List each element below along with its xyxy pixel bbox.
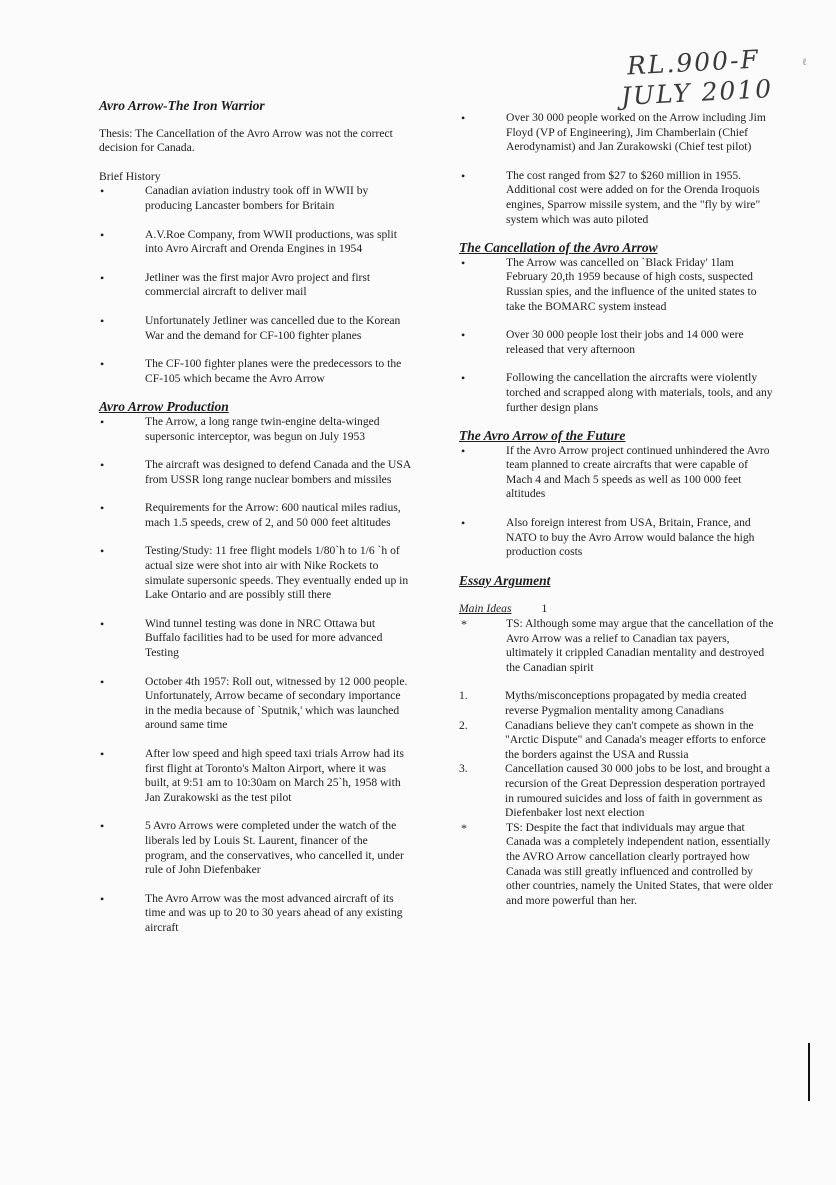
- bullet-icon: •: [461, 255, 466, 270]
- bullet-icon: •: [100, 674, 105, 689]
- bullet-icon: •: [461, 371, 466, 386]
- section-heading-production: Avro Arrow Production: [99, 399, 229, 415]
- edge-mark: [808, 1043, 810, 1101]
- list-item: • October 4th 1957: Roll out, witnessed by 12 000 people. Unfortunately, Arrow became of secondary importance in the media because of `Sputnik,' which was launched around same time: [100, 674, 408, 732]
- list-item: • Requirements for the Arrow: 600 nautical miles radius, mach 1.5 speeds, crew of 2, and 50 000 feet altitudes: [100, 501, 401, 529]
- list-item: • The aircraft was designed to defend Canada and the USA from USSR long range nuclear bombers and missiles: [100, 458, 411, 486]
- margin-mark: ℓ: [802, 57, 807, 68]
- list-item: • Canadian aviation industry took off in WWII by producing Lancaster bombers for Britain: [100, 184, 369, 212]
- section-heading-future: The Avro Arrow of the Future: [459, 428, 626, 444]
- cancellation-list: [459, 256, 777, 415]
- topic-sentence-1: TS: Although some may argue that the cancellation of the Avro Arrow was a relief to Canadian tax payers, ultimately it crippled Canadian mentality and destroyed the Canadian spirit: [506, 617, 774, 674]
- list-item: • A.V.Roe Company, from WWII productions, was split into Avro Aircraft and Orenda Engines in 1954: [100, 227, 397, 256]
- main-ideas-row: [459, 602, 777, 617]
- bullet-icon: •: [100, 458, 105, 473]
- brief-history-label: Brief History: [99, 169, 161, 183]
- future-list: [459, 444, 777, 560]
- list-item: 2. Canadians believe they can't compete as shown in the "Arctic Dispute" and Canada's meager efforts to enforce the borders against the USA and Russia: [459, 718, 766, 761]
- bullet-icon: •: [461, 168, 466, 183]
- topic-sentence-2: TS: Despite the fact that individuals may argue that Canada was a completely independent nation, essentially the AVRO Arrow cancellation clearly portrayed how Canada was still greatly influenced and controlled by other countries, namely the United States, that were older and more powerful than her.: [506, 820, 773, 907]
- bullet-icon: •: [100, 747, 105, 761]
- list-item: • The CF-100 fighter planes were the predecessors to the CF-105 which became the Avro Arrow: [100, 357, 402, 385]
- bullet-icon: •: [100, 357, 105, 372]
- list-item: • The Arrow, a long range twin-engine delta-winged supersonic interceptor, was begun on July 1953: [100, 414, 380, 443]
- bullet-icon: •: [100, 544, 105, 559]
- bullet-icon: •: [461, 111, 466, 125]
- bullet-icon: •: [461, 516, 466, 531]
- handwritten-reference: RL.900-F: [626, 44, 761, 81]
- list-item: • Also foreign interest from USA, Britain, France, and NATO to buy the Avro Arrow would balance the high production costs: [461, 516, 755, 559]
- list-item: [459, 617, 777, 675]
- list-item: 1. Myths/misconceptions propagated by media created reverse Pygmalion mentality among Canadians: [459, 689, 747, 717]
- list-item: • Over 30 000 people worked on the Arrow including Jim Floyd (VP of Engineering), Jim Chamberlain (Chief Aerodynamist) and Jan Zurakowski (Chief test pilot): [461, 111, 766, 154]
- right-column: [459, 111, 777, 922]
- production-list: [99, 415, 411, 936]
- list-item: • Testing/Study: 11 free flight models 1/80`h to 1/6 `h of actual size were shot into air with Nike Rockets to simulate supersonic speeds. They eventually ended up in Lake Ontario and are possibly still there: [100, 544, 409, 602]
- asterisk-icon: *: [461, 820, 467, 835]
- list-item: • Jetliner was the first major Avro project and first commercial aircraft to deliver mail: [100, 270, 371, 299]
- list-item: • The cost ranged from $27 to $260 million in 1955. Additional cost were added on for the Orenda Iroquois engines, Sparrow missile system, and the "fly by wire" system which was auto piloted: [461, 168, 761, 226]
- asterisk-icon: *: [461, 617, 467, 632]
- bullet-icon: •: [461, 443, 466, 458]
- bullet-icon: •: [100, 616, 105, 631]
- list-item: • Unfortunately Jetliner was cancelled due to the Korean War and the demand for CF-100 fighter planes: [100, 313, 401, 342]
- document-title: Avro Arrow-The Iron Warrior: [99, 98, 265, 113]
- bullet-icon: •: [100, 313, 105, 328]
- list-item: • Wind tunnel testing was done in NRC Ottawa but Buffalo facilities had to be used for more advanced Testing: [100, 616, 383, 660]
- list-item: • The Avro Arrow was the most advanced aircraft of its time and was up to 20 to 30 years ahead of any existing aircraft: [100, 891, 403, 934]
- thesis: Thesis: The Cancellation of the Avro Arrow was not the correct decision for Canada.: [99, 126, 393, 155]
- bullet-icon: •: [100, 184, 105, 199]
- bullet-icon: •: [100, 270, 105, 285]
- list-item: • If the Avro Arrow project continued unhindered the Avro team planned to create aircrafts that were capable of Mach 4 and Mach 5 speeds as well as 100 000 feet altitudes: [461, 443, 770, 501]
- list-item: • The Arrow was cancelled on `Black Friday' 1lam February 20,th 1959 because of high costs, suspected Russian spies, and the influence of the united states to take the BOMARC system instead: [461, 255, 757, 313]
- list-item: 3. Cancellation caused 30 000 jobs to be lost, and brought a recursion of the Great Depression desperation portrayed in rumoured suicides and loss of faith in government as Diefenbaker lost next election: [459, 762, 770, 820]
- bullet-icon: •: [100, 891, 105, 906]
- list-item: [459, 821, 777, 909]
- left-column: [99, 99, 411, 950]
- bullet-icon: •: [100, 227, 105, 242]
- intro-list: [459, 111, 777, 227]
- ts1-block: [459, 617, 777, 675]
- list-item: • Following the cancellation the aircrafts were violently torched and scrapped along with materials, tools, and any further design plans: [461, 371, 773, 414]
- list-item: • After low speed and high speed taxi trials Arrow had its first flight at Toronto's Malton Airport, where it was built, at 9:51 am to 10:30am on March 25`h, 1958 with Jan Zurakowski as the test pilot: [100, 747, 404, 804]
- main-ideas-label: Main Ideas: [459, 602, 512, 616]
- brief-history-list: [99, 184, 411, 386]
- handwritten-date: JULY 2010: [620, 74, 774, 111]
- numbered-list: [459, 689, 777, 820]
- bullet-icon: •: [461, 328, 466, 343]
- main-ideas-number: 1: [541, 602, 548, 616]
- bullet-icon: •: [100, 819, 105, 834]
- ts2-block: [459, 821, 777, 909]
- section-heading-cancellation: The Cancellation of the Avro Arrow: [459, 240, 658, 256]
- list-item: • Over 30 000 people lost their jobs and 14 000 were released that very afternoon: [461, 328, 744, 356]
- bullet-icon: •: [100, 414, 105, 429]
- list-item: • 5 Avro Arrows were completed under the watch of the liberals led by Louis St. Laurent, financer of the program, and the conservatives, who cancelled it, under rule of John Diefenbaker: [100, 819, 404, 877]
- section-heading-essay: Essay Argument: [459, 572, 551, 588]
- bullet-icon: •: [100, 501, 105, 516]
